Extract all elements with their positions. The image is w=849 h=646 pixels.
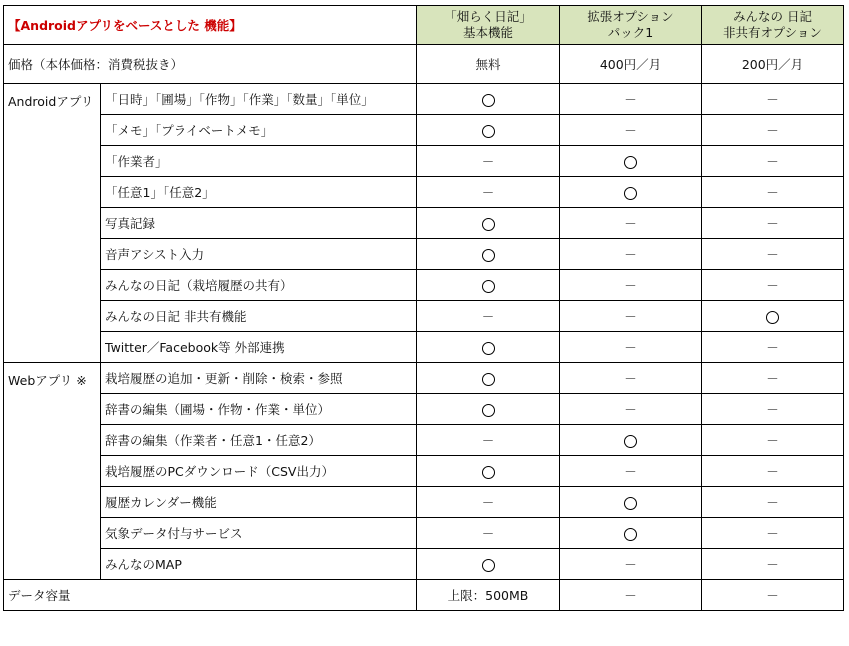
available-mark [417,332,560,363]
column-header-line: 基本機能 [462,25,513,40]
available-mark [417,549,560,580]
category-label: Androidアプリ [4,84,101,363]
value-cell: － [560,363,702,394]
feature-label: 栽培履歴のPCダウンロード（CSV出力） [101,456,417,487]
feature-label: 「任意1」「任意2」 [101,177,417,208]
value-cell: － [560,332,702,363]
circle-icon [482,559,495,572]
circle-icon [482,280,495,293]
value-cell: － [702,332,844,363]
value-cell: － [560,270,702,301]
value-cell: － [417,301,560,332]
table-row [4,549,844,580]
value-cell: － [702,177,844,208]
available-mark [702,301,844,332]
feature-table [3,5,844,611]
value-cell: － [702,363,844,394]
value-cell: － [702,394,844,425]
circle-icon [482,218,495,231]
table-row [4,239,844,270]
value-cell: － [417,177,560,208]
table-row [4,270,844,301]
column-header-line: みんなの 日記 [733,9,812,24]
available-mark [417,115,560,146]
value-cell: － [702,518,844,549]
circle-icon [624,435,637,448]
column-header-line: 拡張オプション [587,9,674,24]
circle-icon [624,187,637,200]
column-header-line: 非共有オプション [723,25,822,40]
value-cell: － [417,518,560,549]
feature-label: 栽培履歴の追加・更新・削除・検索・参照 [101,363,417,394]
capacity-label: データ容量 [4,580,417,611]
value-cell: － [702,115,844,146]
value-cell: － [560,301,702,332]
table-row [4,363,844,394]
circle-icon [482,125,495,138]
value-cell: － [702,549,844,580]
feature-label: 音声アシスト入力 [101,239,417,270]
circle-icon [482,94,495,107]
column-header-extension-pack [560,6,702,45]
available-mark [560,146,702,177]
value-cell: － [702,580,844,611]
circle-icon [482,466,495,479]
table-row [4,115,844,146]
value-cell: － [702,270,844,301]
value-cell: － [417,487,560,518]
feature-label: 「メモ」「プライベートメモ」 [101,115,417,146]
header-row [4,6,844,45]
feature-label: 辞書の編集（作業者・任意1・任意2） [101,425,417,456]
table-row [4,394,844,425]
available-mark [417,84,560,115]
value-cell: － [560,549,702,580]
feature-label: みんなの日記 非共有機能 [101,301,417,332]
category-label: Webアプリ ※ [4,363,101,580]
circle-icon [624,497,637,510]
table-row [4,425,844,456]
value-cell: － [702,456,844,487]
available-mark [417,363,560,394]
price-value: 無料 [417,45,560,84]
value-cell: － [417,146,560,177]
column-header-basic [417,6,560,45]
feature-label: 「日時」「圃場」「作物」「作業」「数量」「単位」 [101,84,417,115]
value-cell: － [702,239,844,270]
available-mark [560,177,702,208]
feature-label: みんなのMAP [101,549,417,580]
price-value: 400円／月 [560,45,702,84]
price-row [4,45,844,84]
feature-label: みんなの日記（栽培履歴の共有） [101,270,417,301]
table-row [4,518,844,549]
available-mark [560,487,702,518]
value-cell: 上限：500MB [417,580,560,611]
capacity-row [4,580,844,611]
table-row [4,487,844,518]
value-cell: － [560,208,702,239]
value-cell: － [560,580,702,611]
value-cell: － [560,456,702,487]
value-cell: － [417,425,560,456]
table-row [4,208,844,239]
feature-label: 写真記録 [101,208,417,239]
value-cell: － [560,115,702,146]
available-mark [417,456,560,487]
circle-icon [766,311,779,324]
table-row [4,301,844,332]
table-row [4,177,844,208]
table-row [4,146,844,177]
value-cell: － [702,84,844,115]
circle-icon [624,528,637,541]
table-row [4,84,844,115]
feature-label: 気象データ付与サービス [101,518,417,549]
feature-label: 「作業者」 [101,146,417,177]
price-label: 価格（本体価格：消費税抜き） [4,45,417,84]
circle-icon [482,249,495,262]
feature-label: Twitter／Facebook等 外部連携 [101,332,417,363]
table-title: 【Androidアプリをベースとした 機能】 [4,6,417,45]
price-value: 200円／月 [702,45,844,84]
feature-label: 履歴カレンダー機能 [101,487,417,518]
column-header-line: パック1 [607,25,654,40]
available-mark [560,518,702,549]
value-cell: － [702,208,844,239]
value-cell: － [702,487,844,518]
value-cell: － [560,239,702,270]
available-mark [417,208,560,239]
available-mark [417,239,560,270]
table-row [4,456,844,487]
column-header-line: 「畑らく日記」 [444,9,532,24]
table-row [4,332,844,363]
circle-icon [482,342,495,355]
value-cell: － [702,425,844,456]
circle-icon [624,156,637,169]
value-cell: － [702,146,844,177]
value-cell: － [560,394,702,425]
value-cell: － [560,84,702,115]
available-mark [417,394,560,425]
circle-icon [482,404,495,417]
circle-icon [482,373,495,386]
feature-label: 辞書の編集（圃場・作物・作業・単位） [101,394,417,425]
column-header-private-option [702,6,844,45]
available-mark [417,270,560,301]
available-mark [560,425,702,456]
